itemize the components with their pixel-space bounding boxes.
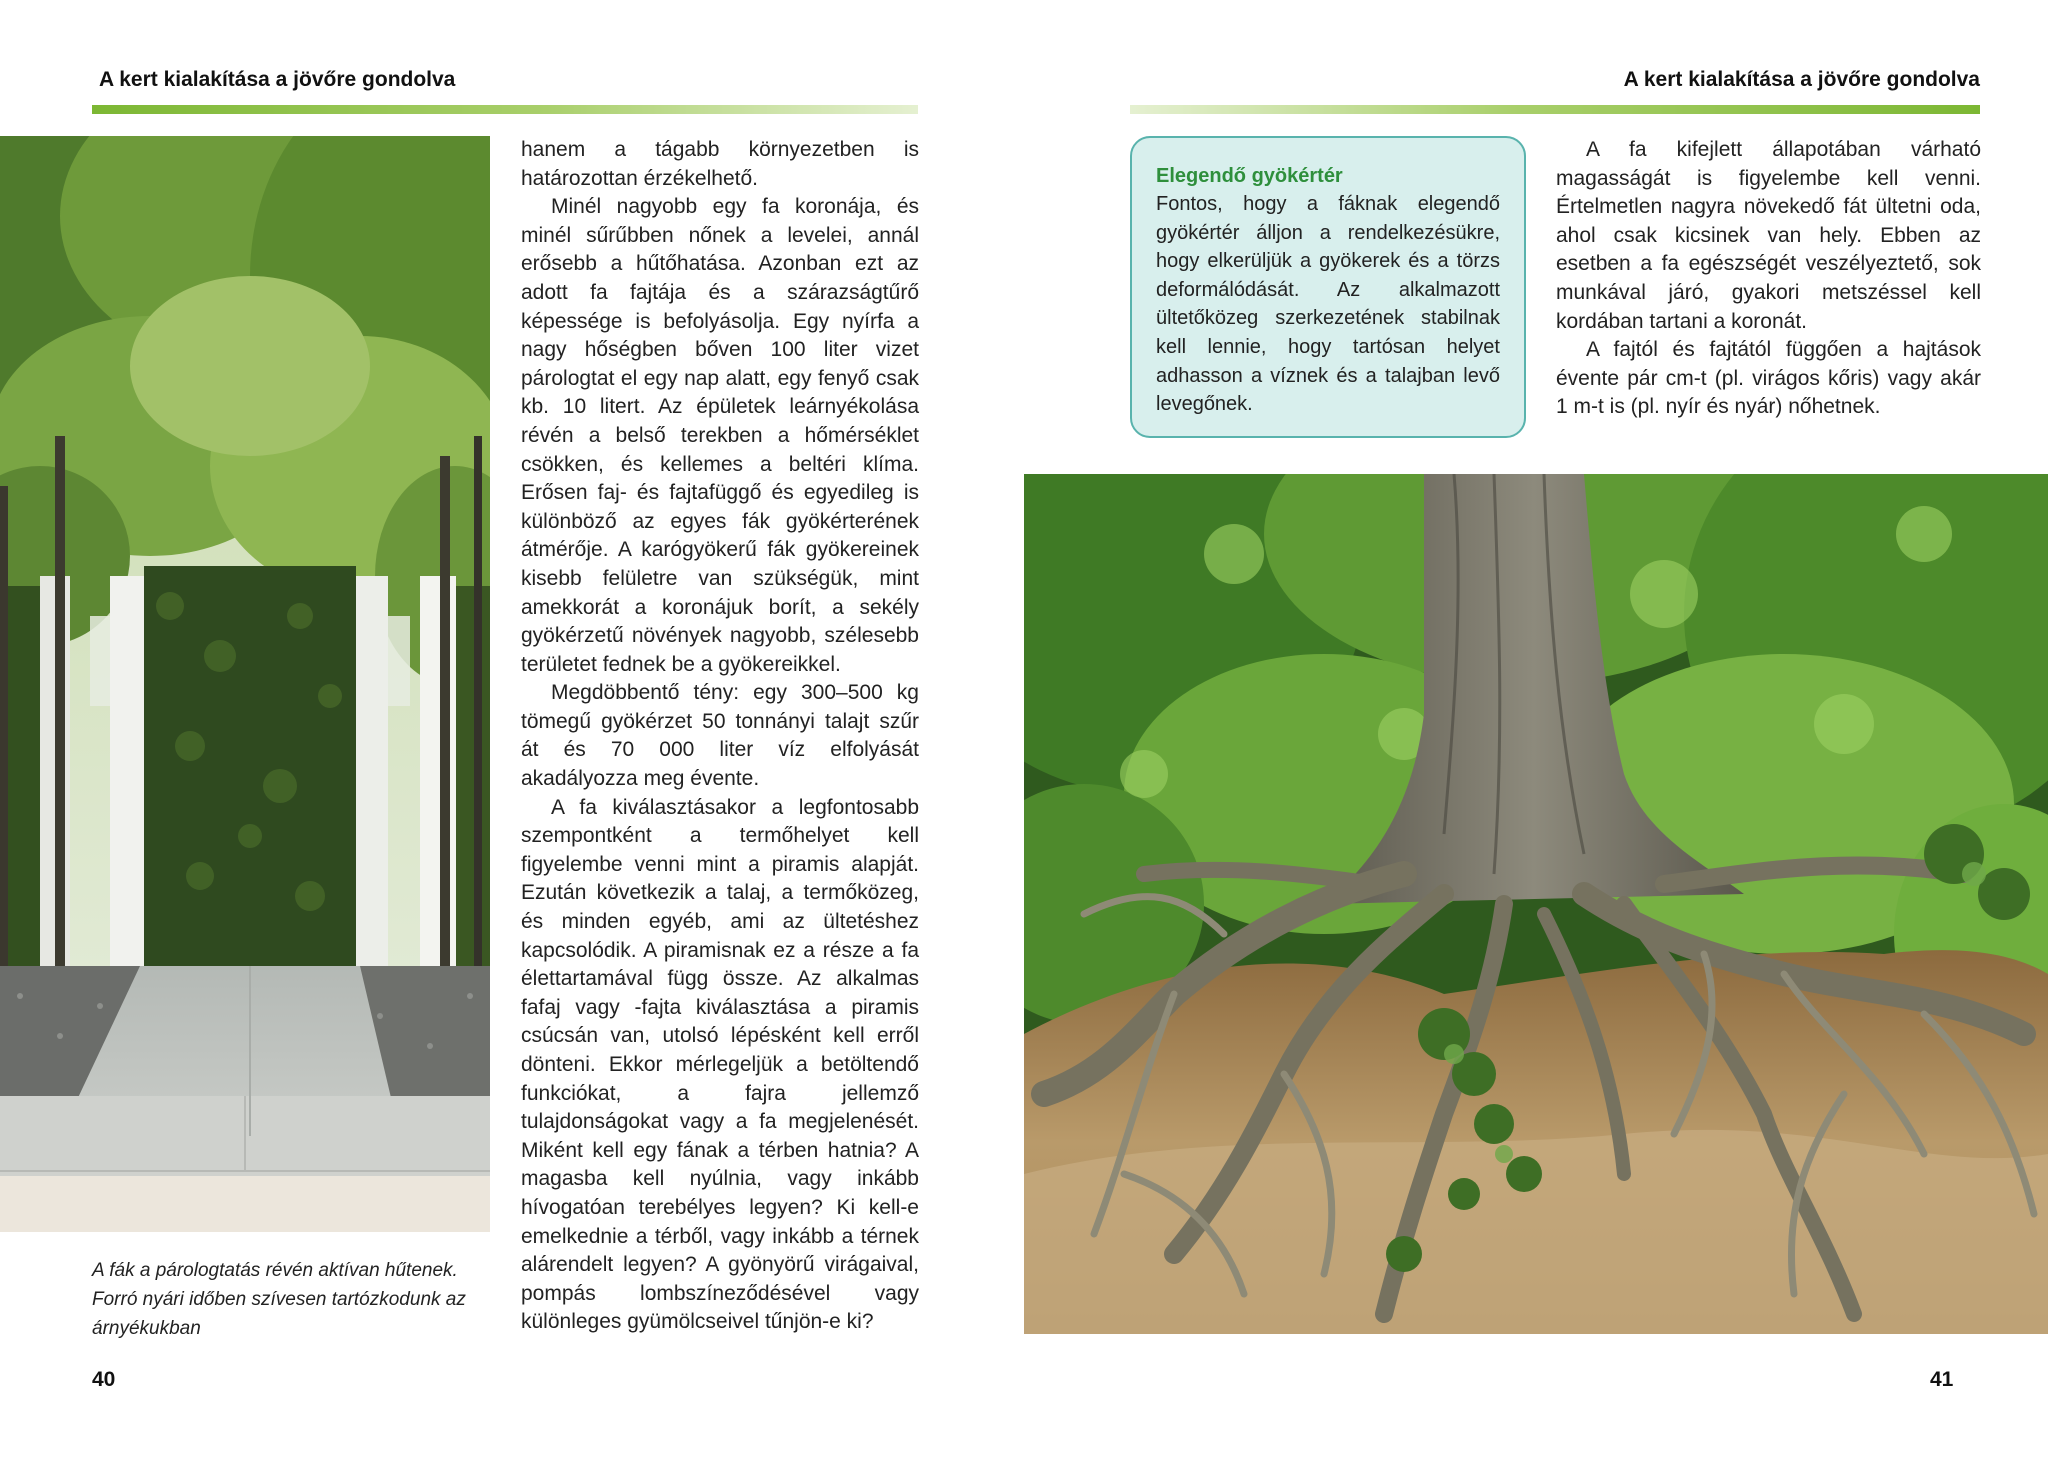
sidebar-text: Fontos, hogy a fáknak elegendő gyökértér álljon a rendelkezésükre, hogy elkerüljük a gyökerek és a törzs deformálódását. Az alkalmazott ültetőközeg szerkezetének stabilnak kell lennie, hogy tartósan helyet adhasson a víznek és a talajban levő levegőnek. xyxy=(1156,193,1500,416)
paragraph: Minél nagyobb egy fa koronája, és minél sűrűbben nőnek a levelei, annál erősebb a hűtőhatása. Azonban ezt az adott fa fajtája és a szárazságtűrő képessége is befolyásolja. Egy nyírfa a nagy hőségben bőven 100 liter vizet párologtat el egy nap alatt, egy fenyő csak kb. 10 litert. Az épületek leárnyékolása révén a belső terekben a hőmérséklet csökken, és kellemes a beltéri klíma. Erősen faj- és fajtafüggő és egyedileg is különböző az egyes fák gyökérterének átmérője. A karógyökerű fák gyökereinek kisebb felületre van szükségük, mint amekkorát a koronájuk borít, a sekély gyökérzetű növények nagyobb, szélesebb területet fednek be a gyökereikkel. xyxy=(521,195,919,676)
header-rule-right xyxy=(1130,105,1980,114)
paragraph: A fajtól és fajtától függően a hajtások évente pár cm-t (pl. virágos kőris) vagy akár 1 m-t is (pl. nyír és nyár) nőhetnek. xyxy=(1556,338,1981,419)
page-number-left: 40 xyxy=(92,1368,116,1391)
paragraph: A fa kiválasztásakor a legfontosabb szempontként a termőhelyet kell figyelembe venni mint a piramis alapját. Ezután következik a talaj, a termőközeg, és minden egyéb, ami az ültetéshez kapcsolódik. A piramisnak ez a része a fa élettartamával függ össze. Az alkalmas fafaj vagy -fajta kiválasztása a piramis csúcsán van, utolsó lépésként kell erről dönteni. Ekkor mérlegeljük a betöltendő funkciókat, a fajra jellemző tulajdonságokat vagy a fa megjelenését. Miként kell egy fának a térben hatnia? A magasba kell nyúlnia, vagy inkább hívogatóan terebélyes legyen? Ki kell-e emelkednie a térből, vagy inkább a térnek alárendelt legyen? A gyönyörű virágaival, pompás lombszíneződésével vagy különleges gyümölcseivel tűnjön-e ki? xyxy=(521,795,919,1334)
paragraph: A fa kifejlett állapotában várható magasságát is figyelembe kell venni. Értelmetlen nagyra növekedő fát ültetni oda, ahol csak kicsinek van hely. Ebben az esetben a fa egészségét veszélyeztető, sok munkával járó, gyakori metszéssel kell kordában tartani a koronát. xyxy=(1556,138,1981,333)
tree-roots-photo xyxy=(1024,474,2048,1334)
garden-photo xyxy=(0,136,490,1232)
paragraph: Megdöbbentő tény: egy 300–500 kg tömegű gyökérzet 50 tonnányi talajt szűr át és 70 000 liter víz elfolyását akadályozza meg évente. xyxy=(521,681,919,791)
body-text-left xyxy=(521,136,919,1337)
page-number-right: 41 xyxy=(1930,1368,1954,1391)
sidebar-title: Elegendő gyökértér xyxy=(1156,165,1343,187)
running-header-right: A kert kialakítása a jövőre gondolva xyxy=(1623,68,1980,91)
right-page xyxy=(1024,0,2048,1459)
header-rule-left xyxy=(92,105,918,114)
running-header-left: A kert kialakítása a jövőre gondolva xyxy=(99,68,456,91)
photo-caption: A fák a párologtatás révén aktívan hűtenek. Forró nyári időben szívesen tartózkodunk az árnyékukban xyxy=(92,1260,466,1339)
body-text-right xyxy=(1556,136,1981,422)
paragraph: hanem a tágabb környezetben is határozottan érzékelhető. xyxy=(521,138,919,190)
sidebar-box xyxy=(1130,136,1526,438)
